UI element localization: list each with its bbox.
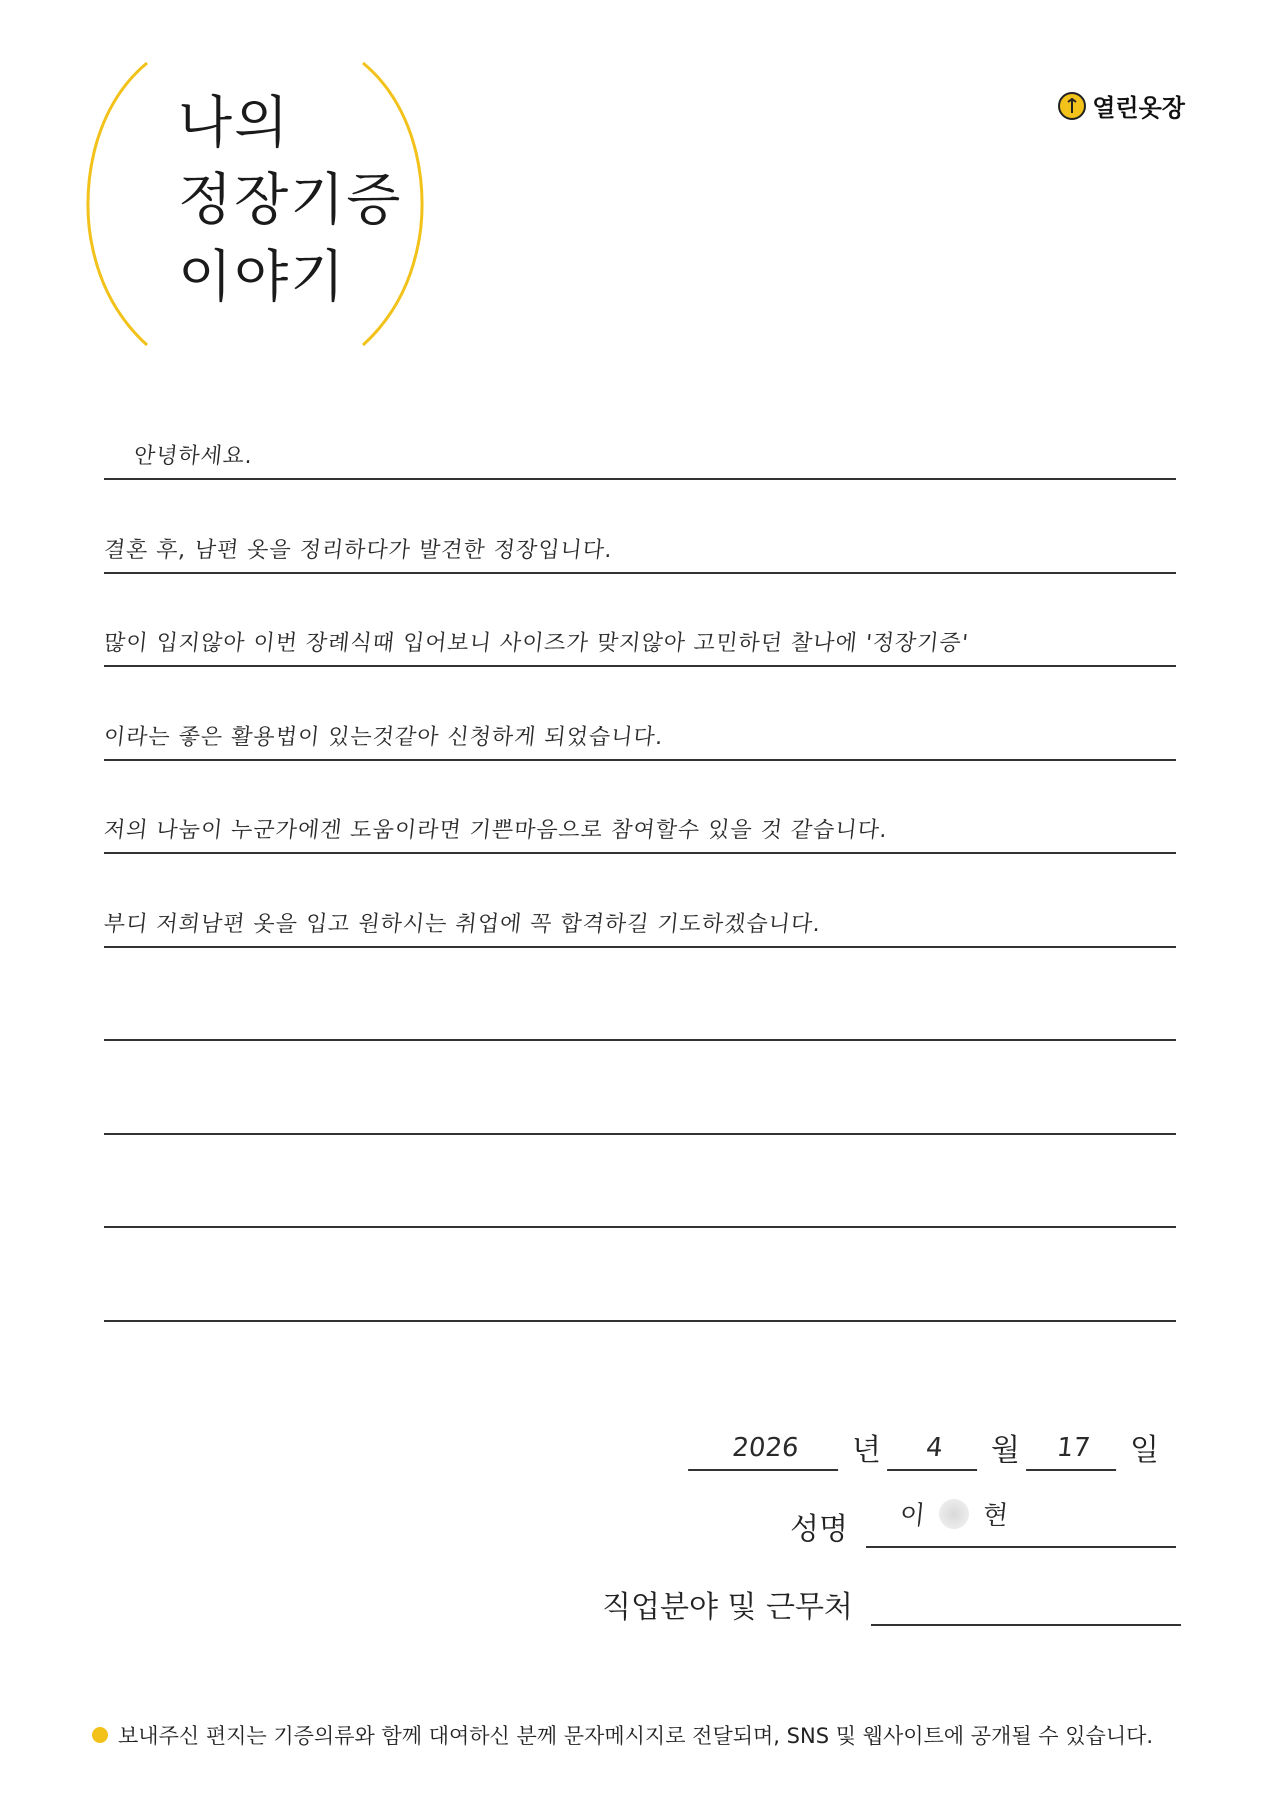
handwritten-text: 부디 저희남편 옷을 입고 원하시는 취업에 꼭 합격하길 기도하겠습니다. xyxy=(102,911,823,937)
brand-name: 열린옷장 xyxy=(1092,94,1185,122)
brand-logo xyxy=(1058,88,1185,123)
hanger-icon xyxy=(1058,92,1086,120)
handwritten-text: 많이 입지않아 이번 장례식때 입어보니 사이즈가 맞지않아 고민하던 찰나에 '정장기증' xyxy=(102,631,970,656)
handwritten-text: 안녕하세요. xyxy=(132,444,255,469)
name-row xyxy=(790,1495,1176,1548)
day-value: 17 xyxy=(1026,1433,1120,1471)
notice-text: 보내주신 편지는 기증의류와 함께 대여하신 분께 문자메시지로 전달되며, SNS 및 웹사이트에 공개될 수 있습니다. xyxy=(118,1724,1154,1748)
letter-line xyxy=(104,1135,1176,1229)
letter-line xyxy=(104,1041,1176,1135)
handwritten-text: 결혼 후, 남편 옷을 정리하다가 발견한 정장입니다. xyxy=(102,537,615,563)
month-value: 4 xyxy=(887,1433,981,1471)
handwritten-text: 저의 나눔이 누군가에겐 도움이라면 기쁜마음으로 참여할수 있을 것 같습니다. xyxy=(102,818,890,843)
page-title xyxy=(178,85,402,316)
name-label: 성명 xyxy=(790,1512,848,1547)
letter-line xyxy=(104,667,1176,761)
footer-notice xyxy=(92,1720,1153,1750)
job-row xyxy=(602,1582,1181,1626)
letter-body xyxy=(104,420,1176,1322)
name-first: 이 xyxy=(898,1501,927,1531)
letter-line xyxy=(104,761,1176,855)
month-unit: 월 xyxy=(990,1433,1020,1468)
letter-line xyxy=(104,480,1176,574)
title-line: 나의 xyxy=(178,91,291,156)
letter-line xyxy=(104,1228,1176,1322)
year-value: 2026 xyxy=(688,1433,842,1471)
letter-line xyxy=(104,420,1176,480)
redacted-mark xyxy=(939,1499,969,1529)
year-unit: 년 xyxy=(852,1433,881,1468)
date-row xyxy=(690,1425,1167,1471)
job-label: 직업분야 및 근무처 xyxy=(602,1590,853,1625)
day-unit: 일 xyxy=(1129,1433,1159,1468)
job-field xyxy=(871,1614,1181,1626)
title-line: 정장기증 xyxy=(178,168,403,233)
name-field xyxy=(866,1495,1176,1548)
letter-line xyxy=(104,854,1176,948)
name-last: 현 xyxy=(981,1501,1010,1531)
bullet-icon xyxy=(92,1727,108,1743)
title-line: 이야기 xyxy=(178,245,347,310)
letter-line xyxy=(104,948,1176,1042)
handwritten-text: 이라는 좋은 활용법이 있는것같아 신청하게 되었습니다. xyxy=(102,724,665,750)
letter-line xyxy=(104,574,1176,668)
